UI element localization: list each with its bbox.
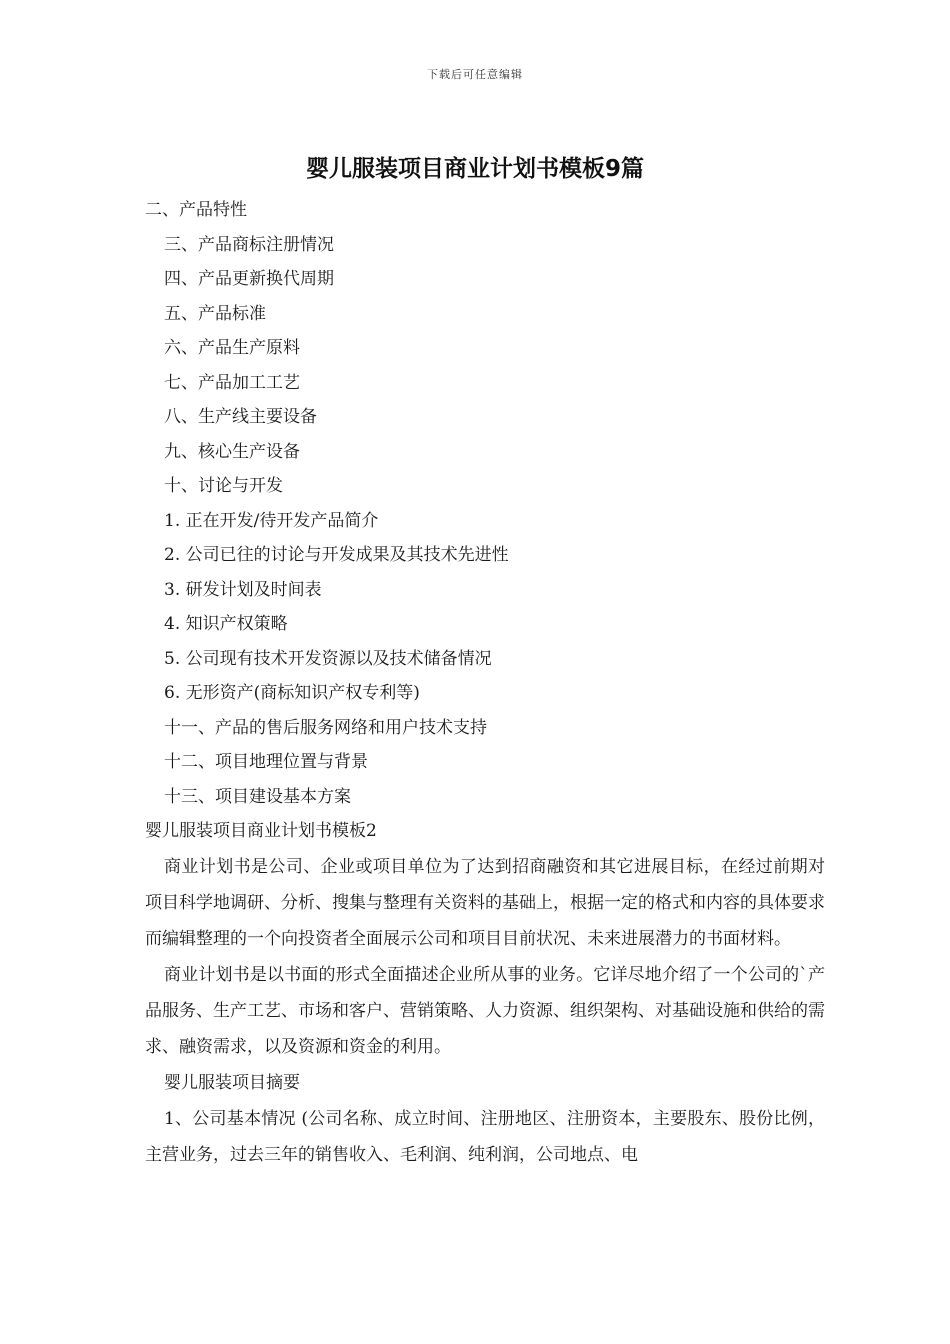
outline-item: 九、核心生产设备 (164, 441, 300, 462)
paragraph: 婴儿服装项目摘要 (164, 1072, 300, 1093)
outline-item: 八、生产线主要设备 (164, 407, 317, 427)
outline-item: 4. 知识产权策略 (164, 614, 288, 634)
paragraph: 1、公司基本情况 (公司名称、成立时间、注册地区、注册资本，主要股东、股份比例，主营业务，过去三年的销售收入、毛利润、纯利润，公司地点、电 (145, 1108, 825, 1165)
outline-item: 四、产品更新换代周期 (164, 269, 334, 289)
paragraph-block (145, 849, 825, 1173)
section-heading: 婴儿服装项目商业计划书模板2 (145, 821, 377, 841)
outline-item: 三、产品商标注册情况 (164, 234, 334, 255)
outline-item: 十二、项目地理位置与背景 (164, 752, 368, 772)
document-body (145, 193, 825, 1173)
outline-item: 十三、项目建设基本方案 (164, 786, 351, 807)
paragraph: 商业计划书是公司、企业或项目单位为了达到招商融资和其它进展目标，在经过前期对项目科学地调研、分析、搜集与整理有关资料的基础上，根据一定的格式和内容的具体要求而编辑整理的一个向投资者全面展示公司和项目目前状况、未来进展潜力的书面材料。 (145, 856, 825, 949)
paragraph: 商业计划书是以书面的形式全面描述企业所从事的业务。它详尽地介绍了一个公司的`产品服务、生产工艺、市场和客户、营销策略、人力资源、组织架构、对基础设施和供给的需求、融资需求，以及资源和资金的利用。 (145, 964, 825, 1057)
outline-item: 五、产品标准 (164, 303, 266, 324)
outline-item: 1. 正在开发/待开发产品简介 (164, 510, 379, 531)
outline-item: 5. 公司现有技术开发资源以及技术储备情况 (164, 648, 492, 669)
outline-item: 六、产品生产原料 (164, 338, 300, 358)
outline-item: 2. 公司已往的讨论与开发成果及其技术先进性 (164, 545, 509, 565)
outline-item: 6. 无形资产(商标知识产权专利等) (164, 683, 420, 703)
outline-item: 十一、产品的售后服务网络和用户技术支持 (164, 717, 487, 738)
outline-item: 七、产品加工工艺 (164, 372, 300, 393)
outline-item: 3. 研发计划及时间表 (164, 579, 322, 600)
outline-item: 十、讨论与开发 (164, 476, 283, 496)
outline-item: 二、产品特性 (145, 200, 247, 220)
page-header: 下载后可任意编辑 (427, 68, 523, 81)
document-title: 婴儿服装项目商业计划书模板9篇 (305, 156, 644, 182)
